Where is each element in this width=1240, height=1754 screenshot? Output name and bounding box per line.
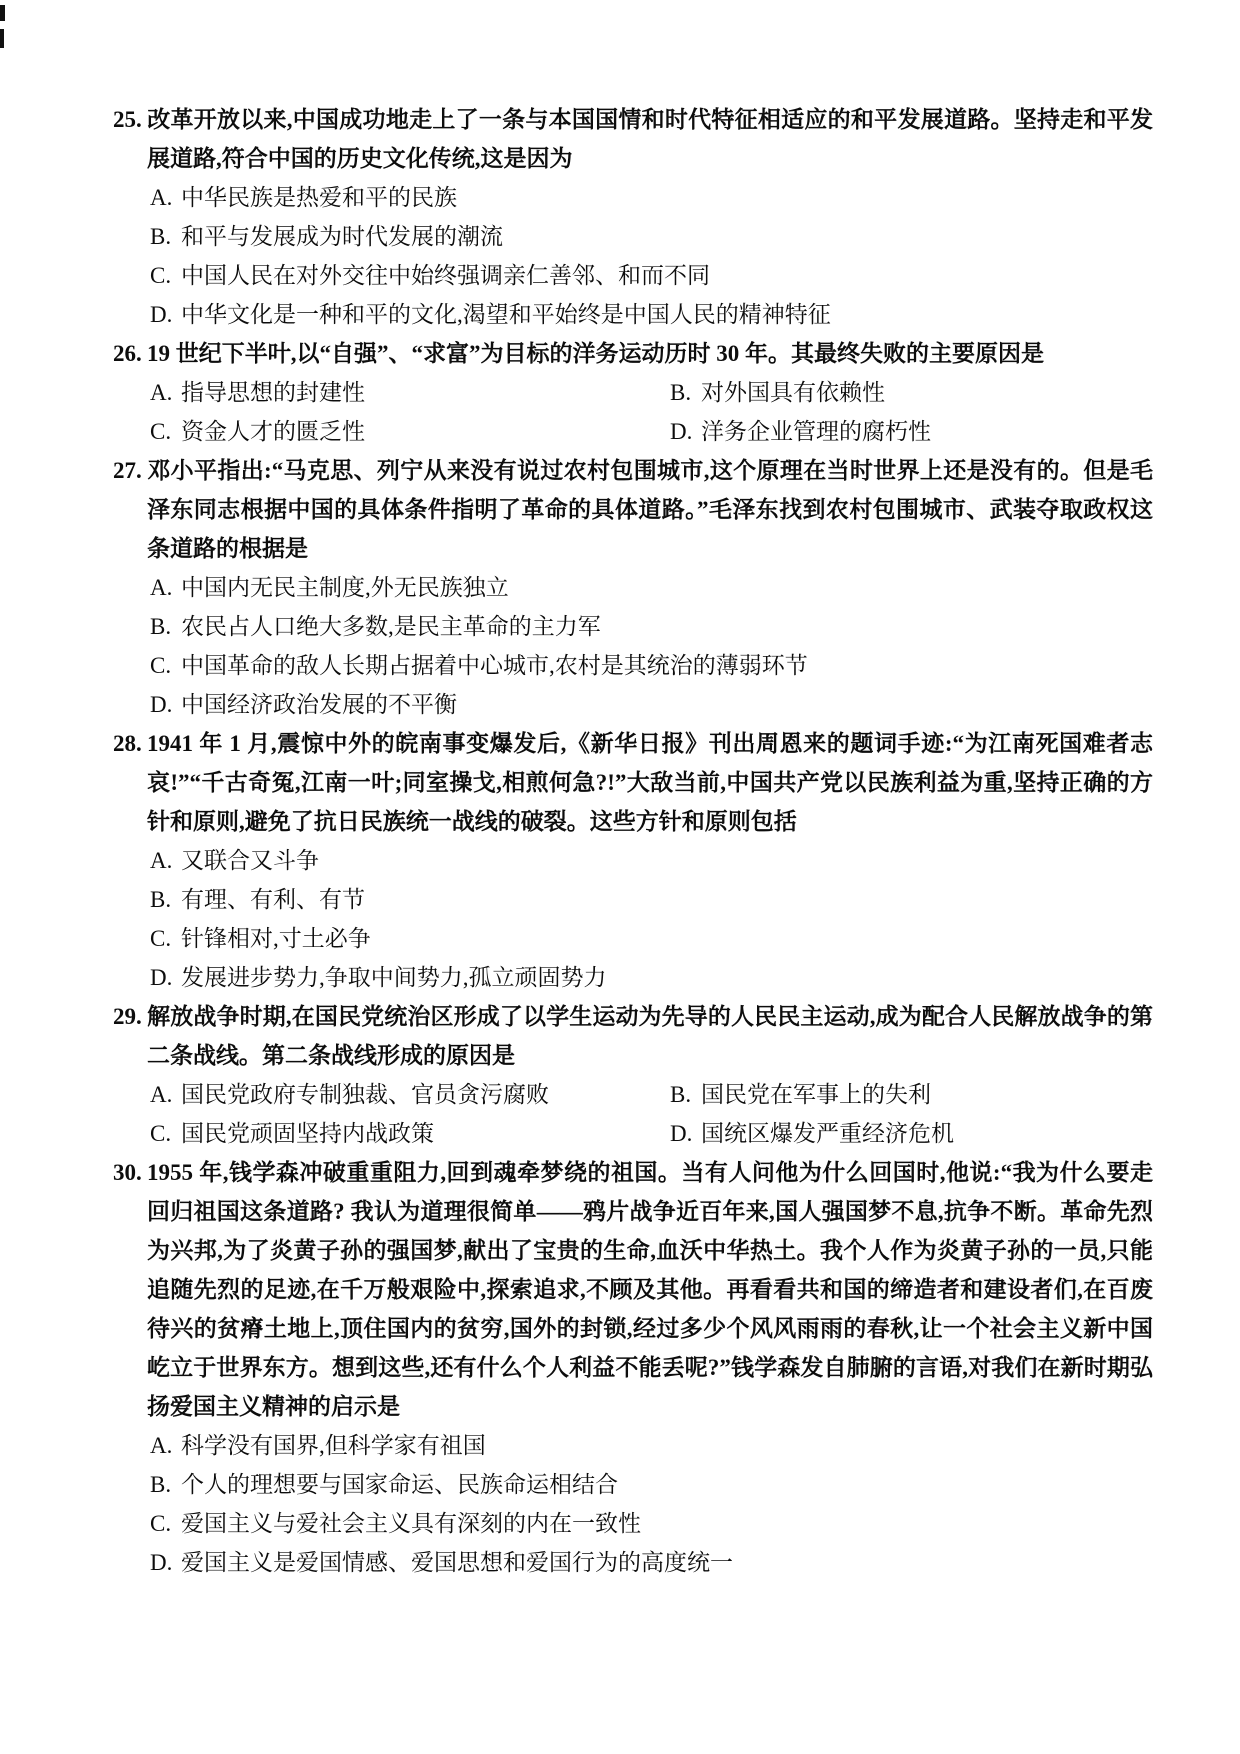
- option-text: 中国内无民主制度,外无民族独立: [181, 575, 509, 600]
- option-label: B.: [150, 887, 172, 912]
- option-text: 针锋相对,寸土必争: [181, 926, 371, 951]
- options-stacked: [150, 568, 1153, 724]
- option-label: C.: [150, 263, 172, 288]
- option-C: [150, 1504, 1153, 1543]
- question-stem-text: 1955 年,钱学森冲破重重阻力,回到魂牵梦绕的祖国。当有人问他为什么回国时,他说:“我为什么要走回归祖国这条道路? 我认为道理很简单——鸦片战争近百年来,国人强国梦不息,抗争不断。革命先烈为兴邦,为了炎黄子孙的强国梦,献出了宝贵的生命,血沃中华热土。我个人作为炎黄子孙的一员,只能追随先烈的足迹,在千万般艰险中,探索追求,不顾及其他。再看看共和国的缔造者和建设者们,在百废待兴的贫瘠土地上,顶住国内的贫穷,国外的封锁,经过多少个风风雨雨的春秋,让一个社会主义新中国屹立于世界东方。想到这些,还有什么个人利益不能丢呢?”钱学森发自肺腑的言语,对我们在新时期弘扬爱国主义精神的启示是: [147, 1160, 1153, 1419]
- option-A: [150, 841, 1153, 880]
- option-D: [150, 1543, 1153, 1582]
- option-label: D.: [150, 302, 173, 327]
- option-label: A.: [150, 1433, 173, 1458]
- option-text: 又联合又斗争: [181, 848, 319, 873]
- option-label: D.: [150, 1550, 173, 1575]
- question-29: [113, 997, 1153, 1153]
- option-D: [670, 1114, 1153, 1153]
- question-list: [113, 100, 1153, 1582]
- question-stem: [113, 724, 1153, 841]
- option-A: [150, 1426, 1153, 1465]
- option-D: [150, 295, 1153, 334]
- option-text: 爱国主义是爱国情感、爱国思想和爱国行为的高度统一: [181, 1550, 733, 1575]
- option-label: A.: [150, 185, 173, 210]
- option-text: 中国革命的敌人长期占据着中心城市,农村是其统治的薄弱环节: [181, 653, 808, 678]
- option-label: C.: [150, 1511, 172, 1536]
- option-D: [150, 685, 1153, 724]
- option-label: C.: [150, 926, 172, 951]
- option-B: [670, 373, 1153, 412]
- options-two-column: [150, 1075, 1153, 1153]
- option-label: B.: [150, 614, 172, 639]
- option-B: [150, 1465, 1153, 1504]
- option-label: B.: [150, 224, 172, 249]
- option-C: [150, 412, 670, 451]
- question-25: [113, 100, 1153, 334]
- option-text: 科学没有国界,但科学家有祖国: [181, 1433, 486, 1458]
- option-B: [150, 607, 1153, 646]
- option-text: 中国人民在对外交往中始终强调亲仁善邻、和而不同: [181, 263, 710, 288]
- question-number: 25.: [113, 107, 142, 132]
- option-text: 中华文化是一种和平的文化,渴望和平始终是中国人民的精神特征: [181, 302, 831, 327]
- option-text: 洋务企业管理的腐朽性: [701, 419, 931, 444]
- option-text: 国民党在军事上的失利: [701, 1082, 931, 1107]
- question-number: 26.: [113, 341, 142, 366]
- option-label: B.: [670, 380, 692, 405]
- option-label: C.: [150, 1121, 172, 1146]
- question-number: 30.: [113, 1160, 142, 1185]
- option-label: C.: [150, 419, 172, 444]
- option-A: [150, 373, 670, 412]
- question-number: 29.: [113, 1004, 142, 1029]
- scan-edge-artifact: [0, 5, 5, 21]
- option-label: A.: [150, 848, 173, 873]
- scan-edge-artifact: [0, 29, 4, 48]
- options-stacked: [150, 178, 1153, 334]
- options-stacked: [150, 841, 1153, 997]
- option-text: 农民占人口绝大多数,是民主革命的主力军: [181, 614, 601, 639]
- option-label: D.: [150, 965, 173, 990]
- option-text: 资金人才的匮乏性: [181, 419, 365, 444]
- option-A: [150, 568, 1153, 607]
- option-text: 有理、有利、有节: [181, 887, 365, 912]
- question-stem-text: 邓小平指出:“马克思、列宁从来没有说过农村包围城市,这个原理在当时世界上还是没有的。但是毛泽东同志根据中国的具体条件指明了革命的具体道路。”毛泽东找到农村包围城市、武装夺取政权这条道路的根据是: [147, 458, 1153, 561]
- option-text: 和平与发展成为时代发展的潮流: [181, 224, 503, 249]
- option-text: 国民党政府专制独裁、官员贪污腐败: [181, 1082, 549, 1107]
- option-C: [150, 646, 1153, 685]
- option-B: [150, 880, 1153, 919]
- question-stem: [113, 451, 1153, 568]
- option-label: A.: [150, 380, 173, 405]
- question-27: [113, 451, 1153, 724]
- question-30: [113, 1153, 1153, 1582]
- options-two-column: [150, 373, 1153, 451]
- option-C: [150, 256, 1153, 295]
- option-label: B.: [670, 1082, 692, 1107]
- option-label: D.: [150, 692, 173, 717]
- question-28: [113, 724, 1153, 997]
- option-text: 指导思想的封建性: [181, 380, 365, 405]
- option-D: [150, 958, 1153, 997]
- option-text: 国统区爆发严重经济危机: [701, 1121, 954, 1146]
- question-stem-text: 19 世纪下半叶,以“自强”、“求富”为目标的洋务运动历时 30 年。其最终失败的主要原因是: [147, 341, 1044, 366]
- option-text: 对外国具有依赖性: [701, 380, 885, 405]
- question-stem: [113, 100, 1153, 178]
- option-label: D.: [670, 419, 693, 444]
- question-stem: [113, 997, 1153, 1075]
- option-A: [150, 178, 1153, 217]
- option-label: C.: [150, 653, 172, 678]
- option-text: 中国经济政治发展的不平衡: [181, 692, 457, 717]
- option-label: A.: [150, 575, 173, 600]
- question-stem-text: 解放战争时期,在国民党统治区形成了以学生运动为先导的人民民主运动,成为配合人民解放战争的第二条战线。第二条战线形成的原因是: [147, 1004, 1153, 1068]
- option-text: 发展进步势力,争取中间势力,孤立顽固势力: [181, 965, 607, 990]
- option-label: B.: [150, 1472, 172, 1497]
- question-stem: [113, 1153, 1153, 1426]
- option-B: [150, 217, 1153, 256]
- option-text: 个人的理想要与国家命运、民族命运相结合: [181, 1472, 618, 1497]
- option-C: [150, 919, 1153, 958]
- question-stem: [113, 334, 1153, 373]
- options-stacked: [150, 1426, 1153, 1582]
- option-D: [670, 412, 1153, 451]
- question-number: 27.: [113, 458, 142, 483]
- question-number: 28.: [113, 731, 142, 756]
- option-B: [670, 1075, 1153, 1114]
- question-stem-text: 1941 年 1 月,震惊中外的皖南事变爆发后,《新华日报》刊出周恩来的题词手迹:“为江南死国难者志哀!”“千古奇冤,江南一叶;同室操戈,相煎何急?!”大敌当前,中国共产党以民族利益为重,坚持正确的方针和原则,避免了抗日民族统一战线的破裂。这些方针和原则包括: [147, 731, 1153, 834]
- option-text: 爱国主义与爱社会主义具有深刻的内在一致性: [181, 1511, 641, 1536]
- question-stem-text: 改革开放以来,中国成功地走上了一条与本国国情和时代特征相适应的和平发展道路。坚持走和平发展道路,符合中国的历史文化传统,这是因为: [147, 107, 1153, 171]
- option-A: [150, 1075, 670, 1114]
- question-26: [113, 334, 1153, 451]
- option-label: A.: [150, 1082, 173, 1107]
- option-text: 中华民族是热爱和平的民族: [181, 185, 457, 210]
- option-label: D.: [670, 1121, 693, 1146]
- option-text: 国民党顽固坚持内战政策: [181, 1121, 434, 1146]
- option-C: [150, 1114, 670, 1153]
